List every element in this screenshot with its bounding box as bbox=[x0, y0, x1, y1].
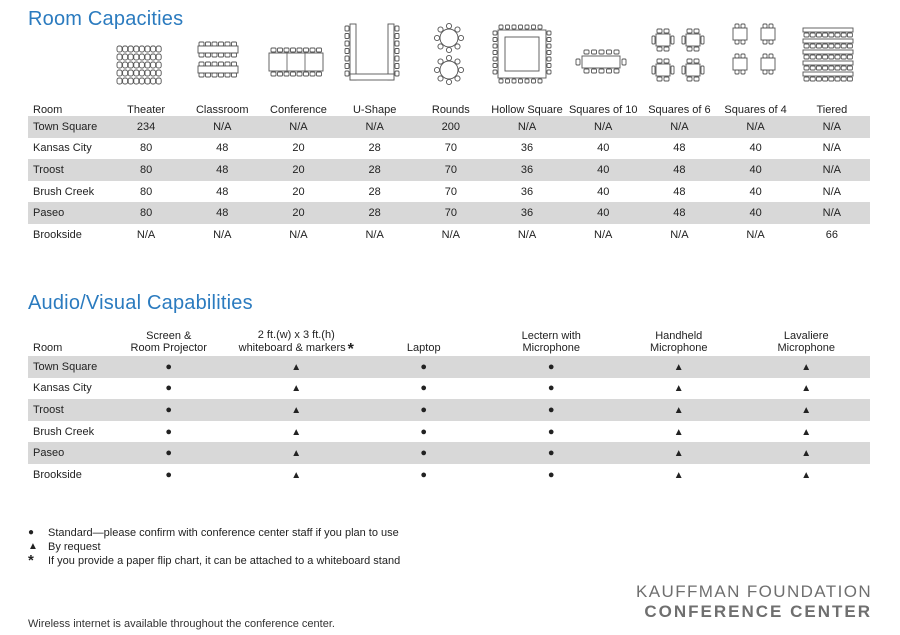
av-cell bbox=[105, 378, 233, 400]
av-col-header-line1: Handheld bbox=[655, 330, 703, 342]
capacity-cell: 36 bbox=[520, 207, 534, 220]
brand-line-2: CONFERENCE CENTER bbox=[644, 602, 872, 621]
capacity-cell: 20 bbox=[292, 163, 305, 176]
av-col-header-label: Microphone bbox=[522, 342, 580, 354]
av-cell bbox=[615, 464, 743, 486]
capacity-cell: 70 bbox=[444, 185, 457, 198]
by-request-triangle-icon: ▲ bbox=[801, 469, 812, 481]
av-cell bbox=[743, 464, 871, 486]
capacity-row bbox=[28, 181, 870, 203]
av-col-header-label: Microphone bbox=[650, 342, 708, 354]
capacity-cell: 20 bbox=[292, 142, 305, 155]
capacity-cell: 36 bbox=[520, 185, 534, 198]
av-cell bbox=[233, 421, 361, 443]
av-cell bbox=[488, 356, 616, 378]
capacity-col-header: Rounds bbox=[431, 104, 470, 116]
av-cell bbox=[615, 421, 743, 443]
by-request-triangle-icon: ▲ bbox=[291, 469, 302, 481]
standard-dot-icon: ● bbox=[547, 425, 555, 438]
av-col-header-line1: Lectern with bbox=[521, 330, 581, 342]
capacity-cell: 20 bbox=[292, 207, 305, 220]
rounds-layout-icon bbox=[410, 18, 487, 90]
capacity-cell: 40 bbox=[597, 207, 610, 220]
capacity-cell: N/A bbox=[746, 120, 765, 133]
capacity-cell: N/A bbox=[365, 120, 384, 133]
av-col-header bbox=[233, 329, 361, 356]
av-cell bbox=[488, 442, 616, 464]
capacity-col-header: Squares of 6 bbox=[648, 104, 711, 116]
room-capacities-title: Room Capacities bbox=[28, 8, 184, 30]
av-col-header-line2 bbox=[233, 341, 361, 358]
av-row bbox=[28, 442, 870, 464]
av-cell bbox=[105, 399, 233, 421]
legend-standard-text: Standard—please confirm with conference center staff if you plan to use bbox=[48, 527, 399, 539]
av-cell bbox=[743, 421, 871, 443]
av-col-header-label: Laptop bbox=[406, 342, 441, 354]
capacity-cell: 80 bbox=[139, 163, 153, 176]
av-cell bbox=[615, 356, 743, 378]
capacity-col-header: Classroom bbox=[195, 104, 249, 116]
capacity-cell: N/A bbox=[822, 120, 842, 133]
capacity-cell: 28 bbox=[368, 185, 381, 198]
by-request-triangle-icon: ▲ bbox=[673, 383, 684, 395]
capacity-cell: N/A bbox=[670, 120, 689, 133]
av-col-header-line1: Screen & bbox=[146, 330, 192, 342]
room-name-cell: Town Square bbox=[33, 360, 98, 373]
brand-logo bbox=[636, 582, 872, 622]
capacity-col-header: Hollow Square bbox=[491, 104, 563, 116]
capacity-row bbox=[28, 224, 870, 246]
capacity-cell: 20 bbox=[292, 185, 305, 198]
by-request-triangle-icon: ▲ bbox=[801, 426, 812, 438]
av-col-header bbox=[615, 329, 743, 356]
standard-dot-icon: ● bbox=[420, 403, 428, 416]
av-cell bbox=[743, 378, 871, 400]
standard-dot-icon: ● bbox=[420, 468, 428, 481]
av-col-header bbox=[28, 329, 105, 356]
capacity-cell: N/A bbox=[213, 228, 232, 241]
av-cell bbox=[360, 378, 488, 400]
av-col-header-line2 bbox=[488, 342, 616, 354]
capacity-cell: 80 bbox=[139, 142, 153, 155]
room-name-cell: Brush Creek bbox=[33, 185, 95, 198]
asterisk-icon: * bbox=[347, 341, 354, 358]
standard-dot-icon: ● bbox=[165, 447, 173, 460]
by-request-triangle-icon: ▲ bbox=[801, 361, 812, 373]
legend bbox=[28, 526, 400, 568]
av-col-header bbox=[743, 329, 871, 356]
av-row bbox=[28, 421, 870, 443]
capacity-cell: N/A bbox=[594, 120, 613, 133]
capacity-cell: 70 bbox=[444, 163, 457, 176]
av-row bbox=[28, 399, 870, 421]
tiered-layout-icon bbox=[791, 18, 868, 90]
capacity-col-header: Theater bbox=[127, 104, 166, 116]
legend-flip-chart-text: If you provide a paper flip chart, it can be attached to a whiteboard stand bbox=[48, 555, 401, 567]
standard-dot-icon: ● bbox=[547, 403, 555, 416]
av-cell bbox=[488, 378, 616, 400]
capacity-col-header: Room bbox=[33, 104, 63, 116]
standard-dot-icon: ● bbox=[420, 382, 428, 395]
legend-by-request-text: By request bbox=[48, 541, 101, 553]
capacity-cell: N/A bbox=[517, 120, 537, 133]
legend-flip-chart bbox=[28, 554, 400, 568]
capacity-cell: 36 bbox=[520, 163, 534, 176]
av-col-header-label: Room bbox=[33, 342, 63, 354]
theater-layout-icon bbox=[105, 18, 182, 90]
av-cell bbox=[360, 442, 488, 464]
av-capabilities-title: Audio/Visual Capabilities bbox=[28, 292, 253, 314]
av-cell bbox=[743, 356, 871, 378]
room-name-cell: Paseo bbox=[33, 207, 65, 220]
av-col-header bbox=[360, 329, 488, 356]
capacity-cell: 28 bbox=[368, 142, 381, 155]
standard-dot-icon: ● bbox=[165, 360, 173, 373]
capacity-cell: 70 bbox=[444, 142, 457, 155]
standard-dot-icon: ● bbox=[547, 360, 555, 373]
av-header-row bbox=[28, 329, 870, 356]
capacity-cell: 40 bbox=[749, 185, 762, 198]
capacity-cell: N/A bbox=[822, 163, 842, 176]
capacity-cell: 40 bbox=[749, 142, 762, 155]
capacity-row bbox=[28, 138, 870, 160]
av-cell bbox=[615, 442, 743, 464]
room-name-cell: Kansas City bbox=[33, 382, 92, 395]
capacity-row bbox=[28, 202, 870, 224]
capacity-cell: 36 bbox=[520, 142, 534, 155]
capacity-col-header: Squares of 10 bbox=[568, 104, 638, 116]
capacity-cell: 80 bbox=[139, 185, 153, 198]
capacity-cell: 66 bbox=[825, 228, 838, 241]
standard-dot-icon: ● bbox=[28, 527, 35, 538]
standard-dot-icon: ● bbox=[547, 468, 555, 481]
capacities-header-row bbox=[28, 96, 870, 116]
av-col-header-label: whiteboard & markers bbox=[238, 342, 346, 354]
capacity-cell: 40 bbox=[597, 185, 610, 198]
av-cell bbox=[233, 464, 361, 486]
by-request-triangle-icon: ▲ bbox=[801, 383, 812, 395]
by-request-triangle-icon: ▲ bbox=[673, 448, 684, 460]
room-name-cell: Paseo bbox=[33, 447, 65, 460]
av-cell bbox=[105, 464, 233, 486]
room-name-cell: Town Square bbox=[33, 120, 98, 133]
capacity-cell: 40 bbox=[749, 207, 762, 220]
standard-dot-icon: ● bbox=[420, 360, 428, 373]
legend-by-request bbox=[28, 540, 400, 554]
room-name-cell: Brookside bbox=[33, 228, 82, 241]
capacity-col-header: Tiered bbox=[816, 104, 848, 116]
av-col-header-line2 bbox=[360, 342, 488, 354]
u-shape-layout-icon bbox=[334, 18, 411, 90]
room-name-cell: Brookside bbox=[33, 468, 82, 481]
av-cell bbox=[233, 442, 361, 464]
capacity-col-header: Squares of 4 bbox=[724, 104, 787, 116]
by-request-triangle-icon: ▲ bbox=[291, 404, 302, 416]
capacity-cell: N/A bbox=[517, 228, 537, 241]
capacity-cell: 48 bbox=[216, 185, 229, 198]
av-cell bbox=[105, 442, 233, 464]
standard-dot-icon: ● bbox=[165, 382, 173, 395]
capacity-cell: 40 bbox=[597, 163, 610, 176]
room-name-cell: Kansas City bbox=[33, 142, 92, 155]
av-col-header-line1: Lavaliere bbox=[783, 330, 829, 342]
by-request-triangle-icon: ▲ bbox=[291, 383, 302, 395]
av-cell bbox=[743, 442, 871, 464]
av-col-header bbox=[105, 329, 233, 356]
av-row bbox=[28, 464, 870, 486]
av-cell bbox=[360, 464, 488, 486]
av-col-header bbox=[488, 329, 616, 356]
capacity-cell: 70 bbox=[444, 207, 457, 220]
room-name-cell: Brush Creek bbox=[33, 425, 95, 438]
av-capabilities-table bbox=[28, 329, 870, 486]
av-col-header-line2 bbox=[33, 342, 105, 354]
capacity-cell: 200 bbox=[441, 120, 461, 133]
capacity-cell: 40 bbox=[749, 163, 762, 176]
av-cell bbox=[488, 421, 616, 443]
capacity-cell: 234 bbox=[136, 120, 156, 133]
room-name-cell: Troost bbox=[33, 403, 64, 416]
standard-dot-icon: ● bbox=[165, 425, 173, 438]
legend-standard bbox=[28, 526, 400, 540]
av-col-header-line2 bbox=[615, 342, 743, 354]
by-request-triangle-icon: ▲ bbox=[291, 361, 302, 373]
by-request-triangle-icon: ▲ bbox=[801, 448, 812, 460]
av-cell bbox=[360, 399, 488, 421]
capacity-cell: 48 bbox=[216, 142, 229, 155]
asterisk-icon: * bbox=[28, 552, 34, 569]
squares-of-4-layout-icon bbox=[715, 18, 792, 90]
capacity-cell: 48 bbox=[216, 207, 229, 220]
av-cell bbox=[233, 399, 361, 421]
capacity-cell: N/A bbox=[289, 120, 308, 133]
capacity-cell: N/A bbox=[136, 228, 156, 241]
by-request-triangle-icon: ▲ bbox=[673, 404, 684, 416]
capacity-cell: N/A bbox=[822, 185, 842, 198]
standard-dot-icon: ● bbox=[165, 468, 173, 481]
capacity-cell: 28 bbox=[368, 163, 381, 176]
by-request-triangle-icon: ▲ bbox=[801, 404, 812, 416]
standard-dot-icon: ● bbox=[165, 403, 173, 416]
capacity-cell: N/A bbox=[289, 228, 308, 241]
capacity-col-header: Conference bbox=[270, 104, 327, 116]
av-col-header-line2 bbox=[743, 342, 871, 354]
standard-dot-icon: ● bbox=[420, 447, 428, 460]
capacity-cell: 48 bbox=[673, 207, 686, 220]
av-cell bbox=[360, 356, 488, 378]
av-col-header-label: Room Projector bbox=[130, 342, 207, 354]
capacity-cell: 48 bbox=[216, 163, 229, 176]
by-request-triangle-icon: ▲ bbox=[673, 426, 684, 438]
capacity-cell: 48 bbox=[673, 185, 686, 198]
hollow-square-layout-icon bbox=[486, 18, 563, 90]
av-cell bbox=[105, 421, 233, 443]
capacity-cell: N/A bbox=[594, 228, 613, 241]
av-cell bbox=[743, 399, 871, 421]
brand-line-1: KAUFFMAN FOUNDATION bbox=[636, 582, 872, 601]
capacity-col-header: U-Shape bbox=[352, 104, 397, 116]
capacity-cell: N/A bbox=[213, 120, 232, 133]
capacity-cell: 48 bbox=[673, 142, 686, 155]
squares-of-6-layout-icon bbox=[638, 18, 715, 90]
by-request-triangle-icon: ▲ bbox=[291, 426, 302, 438]
capacity-cell: N/A bbox=[822, 207, 842, 220]
wireless-footnote: Wireless internet is available throughout the conference center. bbox=[28, 618, 335, 630]
layout-icons-row bbox=[105, 18, 870, 90]
capacity-cell: N/A bbox=[365, 228, 384, 241]
av-cell bbox=[488, 464, 616, 486]
capacity-cell: N/A bbox=[670, 228, 689, 241]
standard-dot-icon: ● bbox=[420, 425, 428, 438]
av-cell bbox=[233, 378, 361, 400]
capacity-row bbox=[28, 159, 870, 181]
av-cell bbox=[615, 378, 743, 400]
av-row bbox=[28, 378, 870, 400]
av-cell bbox=[233, 356, 361, 378]
by-request-triangle-icon: ▲ bbox=[291, 448, 302, 460]
capacity-cell: N/A bbox=[746, 228, 765, 241]
capacity-cell: 40 bbox=[597, 142, 610, 155]
av-cell bbox=[615, 399, 743, 421]
by-request-triangle-icon: ▲ bbox=[673, 361, 684, 373]
av-col-header-line2 bbox=[105, 342, 233, 354]
av-col-header-line1: 2 ft.(w) x 3 ft.(h) bbox=[257, 329, 335, 341]
av-cell bbox=[488, 399, 616, 421]
by-request-triangle-icon: ▲ bbox=[28, 541, 38, 552]
av-cell bbox=[105, 356, 233, 378]
capacity-cell: 28 bbox=[368, 207, 381, 220]
conference-layout-icon bbox=[257, 18, 334, 90]
by-request-triangle-icon: ▲ bbox=[673, 469, 684, 481]
capacity-cell: N/A bbox=[822, 142, 842, 155]
standard-dot-icon: ● bbox=[547, 447, 555, 460]
squares-of-10-layout-icon bbox=[562, 18, 639, 90]
room-name-cell: Troost bbox=[33, 163, 64, 176]
room-capacities-table bbox=[28, 96, 870, 246]
capacity-cell: 80 bbox=[139, 207, 153, 220]
capacity-row bbox=[28, 116, 870, 138]
classroom-layout-icon bbox=[181, 18, 258, 90]
av-row bbox=[28, 356, 870, 378]
capacity-cell: 48 bbox=[673, 163, 686, 176]
av-col-header-label: Microphone bbox=[777, 342, 835, 354]
capacity-cell: N/A bbox=[441, 228, 461, 241]
standard-dot-icon: ● bbox=[547, 382, 555, 395]
av-cell bbox=[360, 421, 488, 443]
